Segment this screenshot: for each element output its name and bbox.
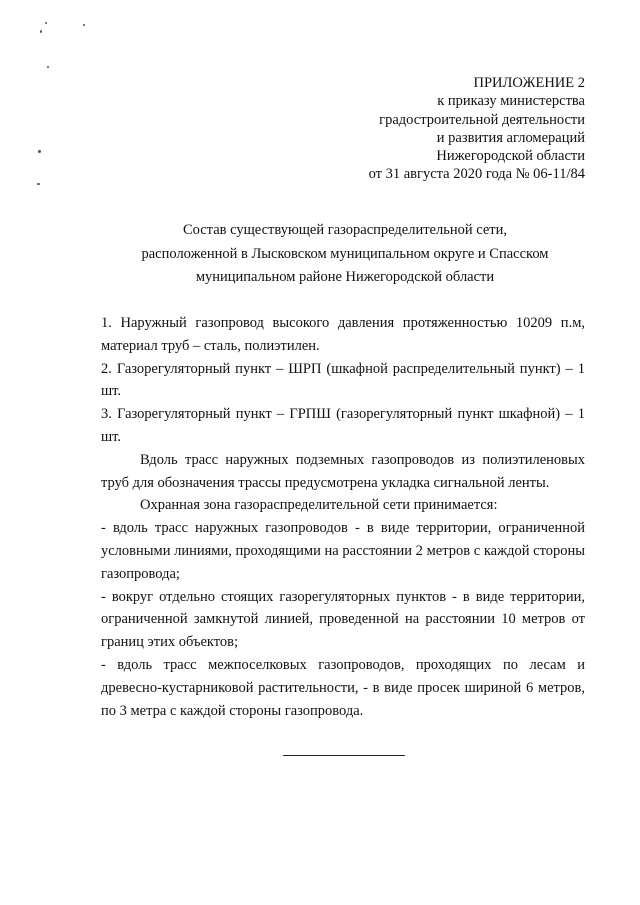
title-line: Состав существующей газораспределительной сети, xyxy=(182,222,508,238)
header-line: к приказу министерства xyxy=(437,93,585,110)
scan-speck xyxy=(40,30,42,33)
zone-item: - вдоль трасс наружных газопроводов - в виде территории, ограниченной условными линиями, проходящими на расстоянии 2 метров с каждой стороны газопровода; xyxy=(101,520,585,582)
body-paragraph: Охранная зона газораспределительной сети принимается: xyxy=(140,497,498,514)
header-line: от 31 августа 2020 года № 06-11/84 xyxy=(368,166,585,183)
title-line: муниципальном районе Нижегородской области xyxy=(195,269,495,285)
header-line: градостроительной деятельности xyxy=(379,111,585,128)
scan-speck xyxy=(83,24,85,26)
closing-divider xyxy=(283,755,405,756)
title-line: расположенной в Лысковском муниципальном округе и Спасском xyxy=(141,245,549,262)
zone-item: - вокруг отдельно стоящих газорегуляторных пунктов - в виде территории, ограниченной замкнутой линией, проведенной на расстоянии 10 метров от границ этих объектов; xyxy=(101,588,585,651)
list-item: 3. Газорегуляторный пункт – ГРПШ (газорегуляторный пункт шкафной) – 1 шт. xyxy=(101,406,585,445)
list-item: 2. Газорегуляторный пункт – ШРП (шкафной распределительный пункт) – 1 шт. xyxy=(101,360,585,400)
document-body xyxy=(101,312,585,722)
zone-item: - вдоль трасс межпоселковых газопроводов, проходящих по лесам и древесно-кустарниковой растительности, - в виде просек шириной 6 метров, по 3 метра с каждой стороны газопровода. xyxy=(101,656,585,719)
scan-speck xyxy=(45,22,47,24)
header-line: ПРИЛОЖЕНИЕ 2 xyxy=(473,75,585,91)
scan-speck xyxy=(37,183,40,185)
scan-speck xyxy=(38,150,41,153)
body-paragraph: Вдоль трасс наружных подземных газопроводов из полиэтиленовых труб для обозначения трассы предусмотрена укладка сигнальной ленты. xyxy=(101,451,585,491)
document-title xyxy=(100,219,590,290)
list-item: 1. Наружный газопровод высокого давления протяженностью 10209 п.м, материал труб – сталь, полиэтилен. xyxy=(101,315,585,354)
scan-speck xyxy=(47,66,49,68)
appendix-header xyxy=(285,74,585,184)
header-line: Нижегородской области xyxy=(436,148,585,165)
header-line: и развития агломераций xyxy=(436,129,585,146)
